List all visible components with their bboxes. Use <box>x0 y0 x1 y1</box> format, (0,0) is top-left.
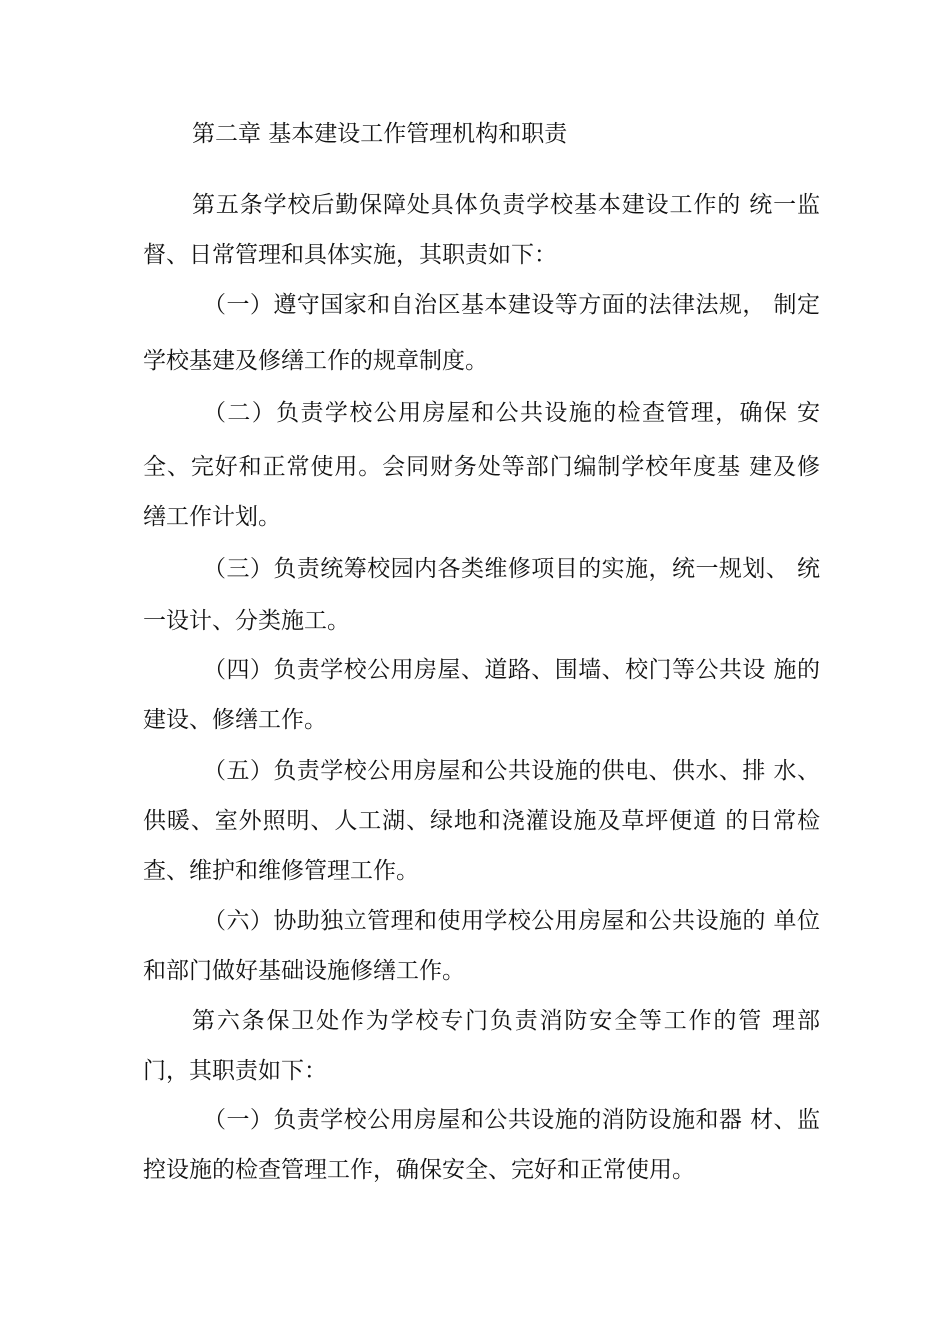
article-5-item-2-line-3: 缮工作计划。 <box>143 504 281 530</box>
article-5-item-5-line-2: 供暖、室外照明、人工湖、绿地和浇灌设施及草坪便道 的日常检 <box>143 808 820 834</box>
article-5-item-3-line-1: （三）负责统筹校园内各类维修项目的实施，统一规划、 统 <box>203 556 820 582</box>
article-5-item-2-line-2: 全、完好和正常使用。会同财务处等部门编制学校年度基 建及修 <box>143 454 820 480</box>
article-5-item-3-line-2: 一设计、分类施工。 <box>143 608 350 634</box>
article-5-item-6-line-2: 和部门做好基础设施修缮工作。 <box>143 958 465 984</box>
article-5-item-4-line-1: （四）负责学校公用房屋、道路、围墙、校门等公共设 施的 <box>203 657 820 683</box>
article-5-line-1: 第五条学校后勤保障处具体负责学校基本建设工作的 统一监 <box>192 192 820 218</box>
article-6-item-1-line-1: （一）负责学校公用房屋和公共设施的消防设施和器 材、监 <box>203 1107 820 1133</box>
article-5-item-2-line-1: （二）负责学校公用房屋和公共设施的检查管理，确保 安 <box>203 400 820 426</box>
article-5-item-5-line-3: 查、维护和维修管理工作。 <box>143 858 419 884</box>
article-5-item-6-line-1: （六）协助独立管理和使用学校公用房屋和公共设施的 单位 <box>203 908 820 934</box>
chapter-heading: 第二章 基本建设工作管理机构和职责 <box>192 121 568 147</box>
article-6-line-1: 第六条保卫处作为学校专门负责消防安全等工作的管 理部 <box>192 1008 820 1034</box>
article-5-item-4-line-2: 建设、修缮工作。 <box>143 707 327 733</box>
article-5-line-2: 督、日常管理和具体实施，其职责如下： <box>143 242 557 268</box>
article-6-line-2: 门，其职责如下： <box>143 1058 327 1084</box>
article-5-item-5-line-1: （五）负责学校公用房屋和公共设施的供电、供水、排 水、 <box>203 758 820 784</box>
article-5-item-1-line-1: （一）遵守国家和自治区基本建设等方面的法律法规， 制定 <box>203 292 820 318</box>
article-6-item-1-line-2: 控设施的检查管理工作，确保安全、完好和正常使用。 <box>143 1157 695 1183</box>
article-5-item-1-line-2: 学校基建及修缮工作的规章制度。 <box>143 348 488 374</box>
